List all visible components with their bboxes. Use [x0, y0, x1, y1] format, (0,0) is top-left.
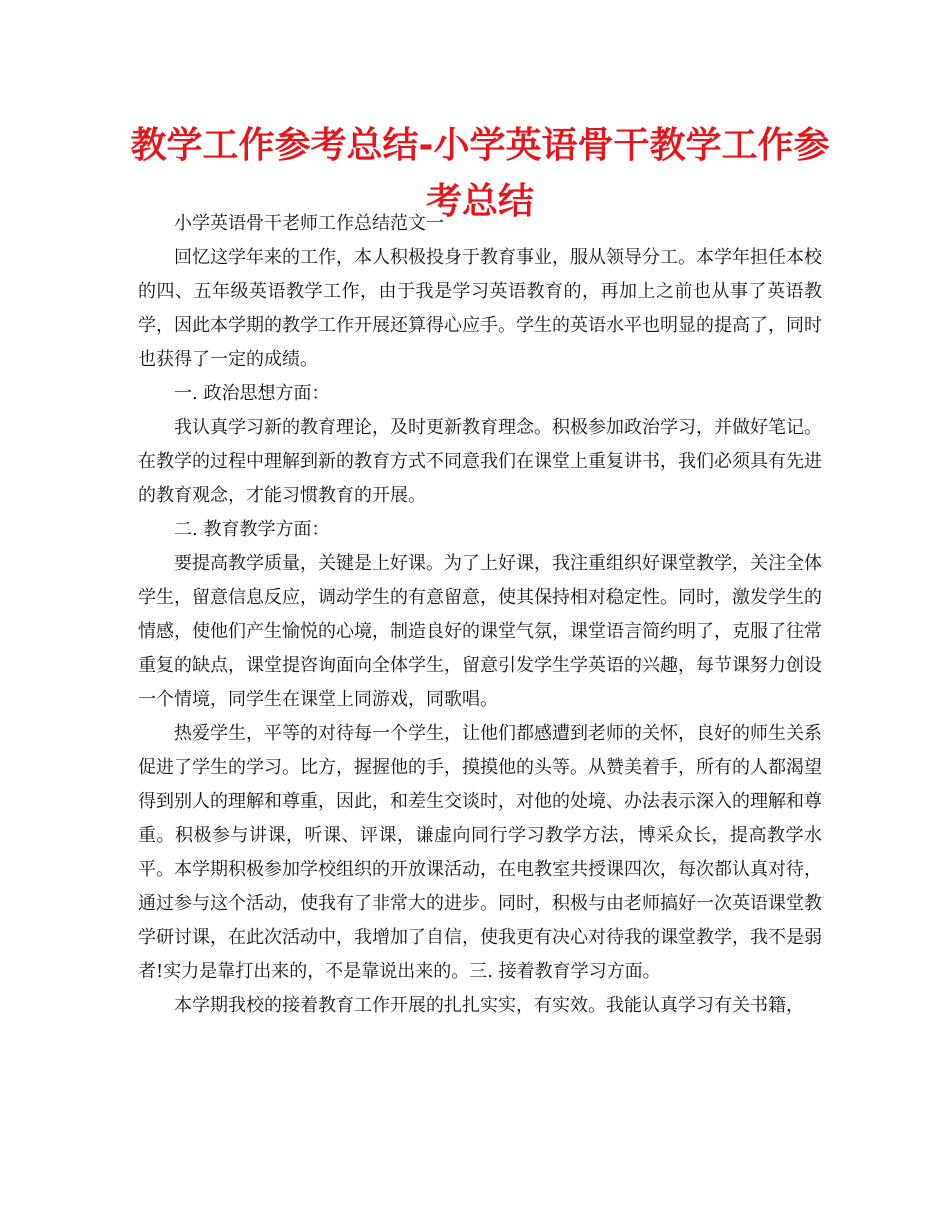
paragraph: 回忆这学年来的工作，本人积极投身于教育事业，服从领导分工。本学年担任本校的四、五年级英语教学工作，由于我是学习英语教育的，再加上之前也从事了英语教学，因此本学期的教学工作开展还算得心应手。学生的英语水平也明显的提高了，同时也获得了一定的成绩。	[138, 247, 822, 370]
paragraph: 要提高教学质量，关键是上好课。为了上好课，我注重组织好课堂教学，关注全体学生，留意信息反应，调动学生的有意留意，使其保持相对稳定性。同时，激发学生的情感，使他们产生愉悦的心境，制造良好的课堂气氛，课堂语言简约明了，克服了往常重复的缺点，课堂提咨询面向全体学生，留意引发学生学英语的兴趣，每节课努力创设一个情境，同学生在课堂上同游戏，同歌唱。	[138, 553, 822, 710]
paragraph: 我认真学习新的教育理论，及时更新教育理念。积极参加政治学习，并做好笔记。在教学的过程中理解到新的教育方式不同意我们在课堂上重复讲书，我们必须具有先进的教育观念，才能习惯教育的开展。	[138, 417, 822, 506]
document-body	[138, 207, 822, 1023]
document-title: 教学工作参考总结-小学英语骨干教学工作参考总结	[130, 125, 830, 222]
paragraph-subtitle: 小学英语骨干老师工作总结范文一	[174, 213, 444, 234]
section-heading-teaching: 二. 教育教学方面：	[174, 519, 330, 540]
paragraph: 本学期我校的接着教育工作开展的扎扎实实，有实效。我能认真学习有关书籍，	[174, 995, 804, 1016]
paragraph: 热爱学生，平等的对待每一个学生，让他们都感遭到老师的关怀，良好的师生关系促进了学生的学习。比方，握握他的手，摸摸他的头等。从赞美着手，所有的人都渴望得到别人的理解和尊重，因此，和差生交谈时，对他的处境、办法表示深入的理解和尊重。积极参与讲课，听课、评课，谦虚向同行学习教学方法，博采众长，提高教学水平。本学期积极参加学校组织的开放课活动，在电教室共授课四次，每次都认真对待，通过参与这个活动，使我有了非常大的进步。同时，积极与由老师搞好一次英语课堂教学研讨课，在此次活动中，我增加了自信，使我更有决心对待我的课堂教学，我不是弱者!实力是靠打出来的，不是靠说出来的。三. 接着教育学习方面。	[138, 723, 822, 982]
section-heading-politics: 一. 政治思想方面：	[174, 383, 330, 404]
